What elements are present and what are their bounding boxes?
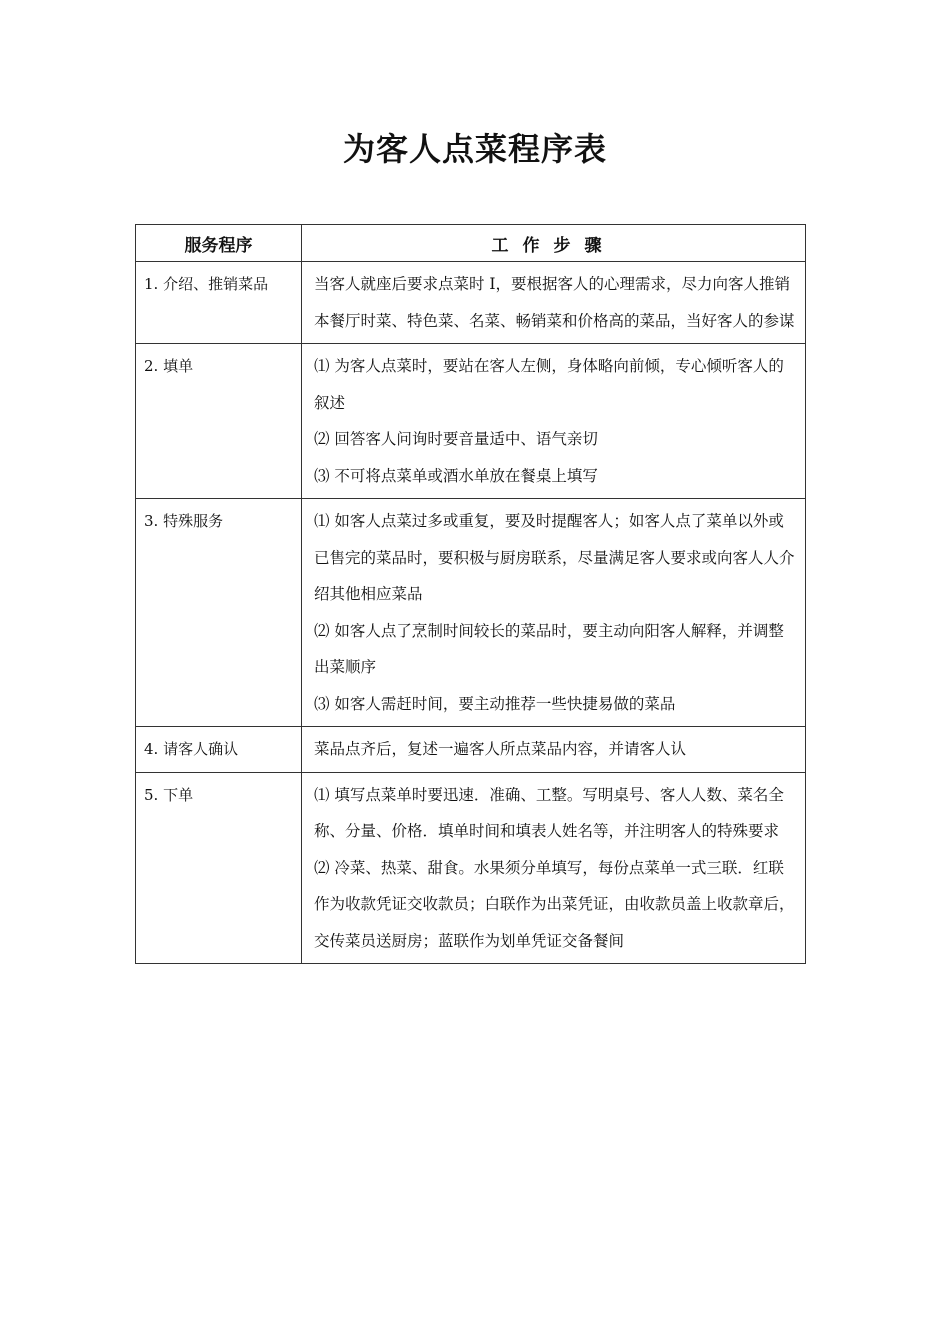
step-text: ⑵ 如客人点了烹制时间较长的菜品时，要主动向阳客人解释，并调整出菜顺序 xyxy=(314,621,784,676)
step-text: ⑶ 如客人需赶时间，要主动推荐一些快捷易做的菜品 xyxy=(314,694,676,713)
table-header-row xyxy=(136,225,806,262)
procedure-cell: 2. 填单 xyxy=(136,344,302,499)
table-row xyxy=(136,499,806,727)
steps-cell xyxy=(302,499,806,727)
steps-cell xyxy=(302,772,806,964)
step-text: ⑵ 冷菜、热菜、甜食。水果须分单填写，每份点菜单一式三联．红联作为收款凭证交收款员；白联作为出菜凭证，由收款员盖上收款章后，交传菜员送厨房；蓝联作为划单凭证交备餐间 xyxy=(314,858,795,950)
procedure-table xyxy=(135,224,806,964)
procedure-cell: 5. 下单 xyxy=(136,772,302,964)
step-text: 菜品点齐后，复述一遍客人所点菜品内容，并请客人认 xyxy=(314,740,687,758)
step-text: ⑵ 回答客人问询时要音量适中、语气亲切 xyxy=(314,430,598,448)
steps-cell xyxy=(302,727,806,773)
table-row xyxy=(136,344,806,499)
procedure-cell: 3. 特殊服务 xyxy=(136,499,302,727)
step-text: 当客人就座后要求点菜时 I，要根据客人的心理需求，尽力向客人推销本餐厅时菜、特色菜、名菜、畅销菜和价格高的菜品，当好客人的参谋 xyxy=(314,275,795,330)
step-text: ⑴ 为客人点菜时，要站在客人左侧，身体略向前倾，专心倾听客人的叙述 xyxy=(314,357,784,412)
procedure-cell: 1. 介绍、推销菜品 xyxy=(136,262,302,344)
page-title: 为客人点菜程序表 xyxy=(342,130,607,168)
header-steps: 工作步骤 xyxy=(302,225,806,262)
step-text: ⑶ 不可将点菜单或酒水单放在餐桌上填写 xyxy=(314,466,598,485)
procedure-cell: 4. 请客人确认 xyxy=(136,727,302,773)
steps-cell xyxy=(302,344,806,499)
step-text: ⑴ 如客人点菜过多或重复，要及时提醒客人；如客人点了菜单以外或已售完的菜品时，要积极与厨房联系，尽量满足客人要求或向客人人介绍其他相应菜品 xyxy=(314,512,795,603)
steps-cell xyxy=(302,262,806,344)
header-procedure: 服务程序 xyxy=(136,225,302,262)
table-row xyxy=(136,727,806,773)
step-text: ⑴ 填写点菜单时要迅速．准确、工整。写明桌号、客人人数、菜名全称、分量、价格．填单时间和填表人姓名等，并注明客人的特殊要求 xyxy=(314,785,784,840)
table-row xyxy=(136,772,806,964)
table-row xyxy=(136,262,806,344)
